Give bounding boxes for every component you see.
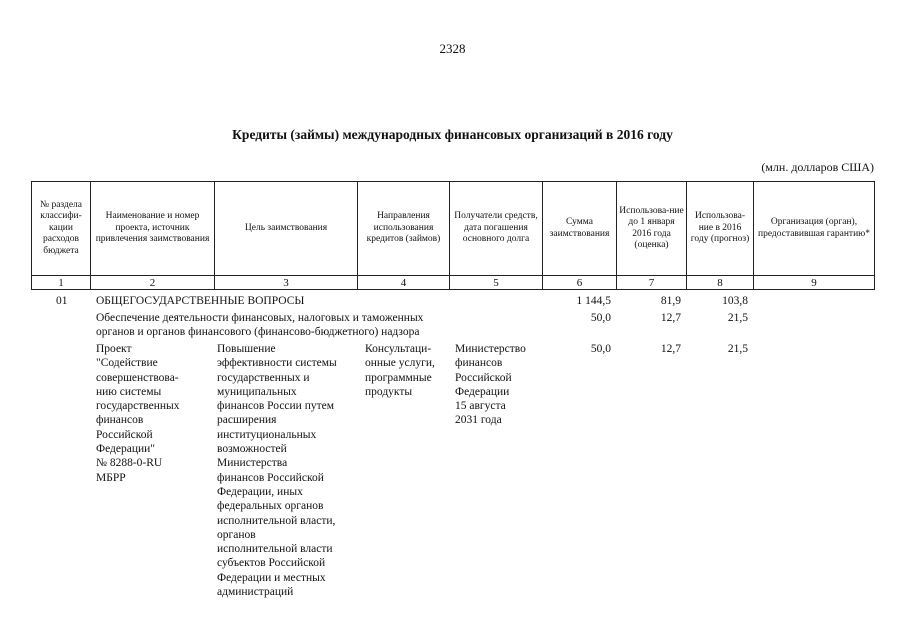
column-number: 5: [493, 277, 499, 289]
document-title: Кредиты (займы) международных финансовых организаций в 2016 году: [232, 127, 673, 142]
column-number: 4: [400, 277, 407, 289]
project-goal: Повышение эффективности системы государственных и муниципальных финансов России путем расширения институциональных возможностей Министерства финансов Российской Федерации, иных федеральных органов исполнительной власти, органов исполнительной власти субъектов Российской Федерации и местных администраций: [217, 343, 337, 599]
project-used-before: 12,7: [660, 343, 681, 355]
header-sum: Сумма заимствования: [549, 217, 610, 239]
column-number: 1: [58, 277, 64, 289]
header-used-before: Использова-ние до 1 января 2016 года (оценка): [619, 205, 684, 250]
header-used-2016: Использова-ние в 2016 году (прогноз): [690, 211, 750, 245]
header-project-name: Наименование и номер проекта, источник привлечения заимствования: [95, 211, 210, 245]
section-name: ОБЩЕГОСУДАРСТВЕННЫЕ ВОПРОСЫ: [96, 295, 305, 307]
section-used-2016: 103,8: [722, 295, 748, 307]
subsection-name: Обеспечение деятельности финансовых, налоговых и таможенных органов и органов финансового (финансово-бюджетного) надзора: [96, 312, 424, 338]
page-number: 2328: [439, 41, 466, 56]
column-number: 6: [576, 277, 583, 289]
column-number: 9: [811, 277, 817, 289]
project-recipient: Министерство финансов Российской Федерации 15 августа 2031 года: [455, 343, 526, 427]
units-label: (млн. долларов США): [761, 160, 874, 174]
header-guarantor: Организация (орган), предоставившая гарантию*: [757, 217, 871, 239]
header-recipient: Получатели средств, дата погашения основного долга: [454, 211, 538, 245]
section-sum: 1 144,5: [576, 295, 611, 307]
table-header: [31, 181, 875, 290]
project-used-2016: 21,5: [727, 343, 748, 355]
subsection-used-before: 12,7: [660, 312, 681, 324]
column-number: 8: [717, 277, 723, 289]
column-number: 3: [283, 277, 289, 289]
column-number: 2: [149, 277, 156, 289]
section-used-before: 81,9: [660, 295, 681, 307]
subsection-used-2016: 21,5: [727, 312, 748, 324]
project-name: Проект "Содействие совершенствова- нию системы государственных финансов Российской Федерации" № 8288-0-RU МБРР: [96, 343, 180, 484]
column-number: 7: [648, 277, 655, 289]
subsection-sum: 50,0: [590, 312, 611, 324]
header-direction: Направления использования кредитов (займов): [366, 211, 441, 245]
project-direction: Консультаци- онные услуги, программные продукты: [365, 343, 435, 398]
header-section-code: № раздела классифи-кации расходов бюджета: [40, 199, 82, 256]
header-goal: Цель заимствования: [244, 222, 328, 233]
project-sum: 50,0: [590, 343, 611, 355]
section-code: 01: [56, 295, 68, 307]
